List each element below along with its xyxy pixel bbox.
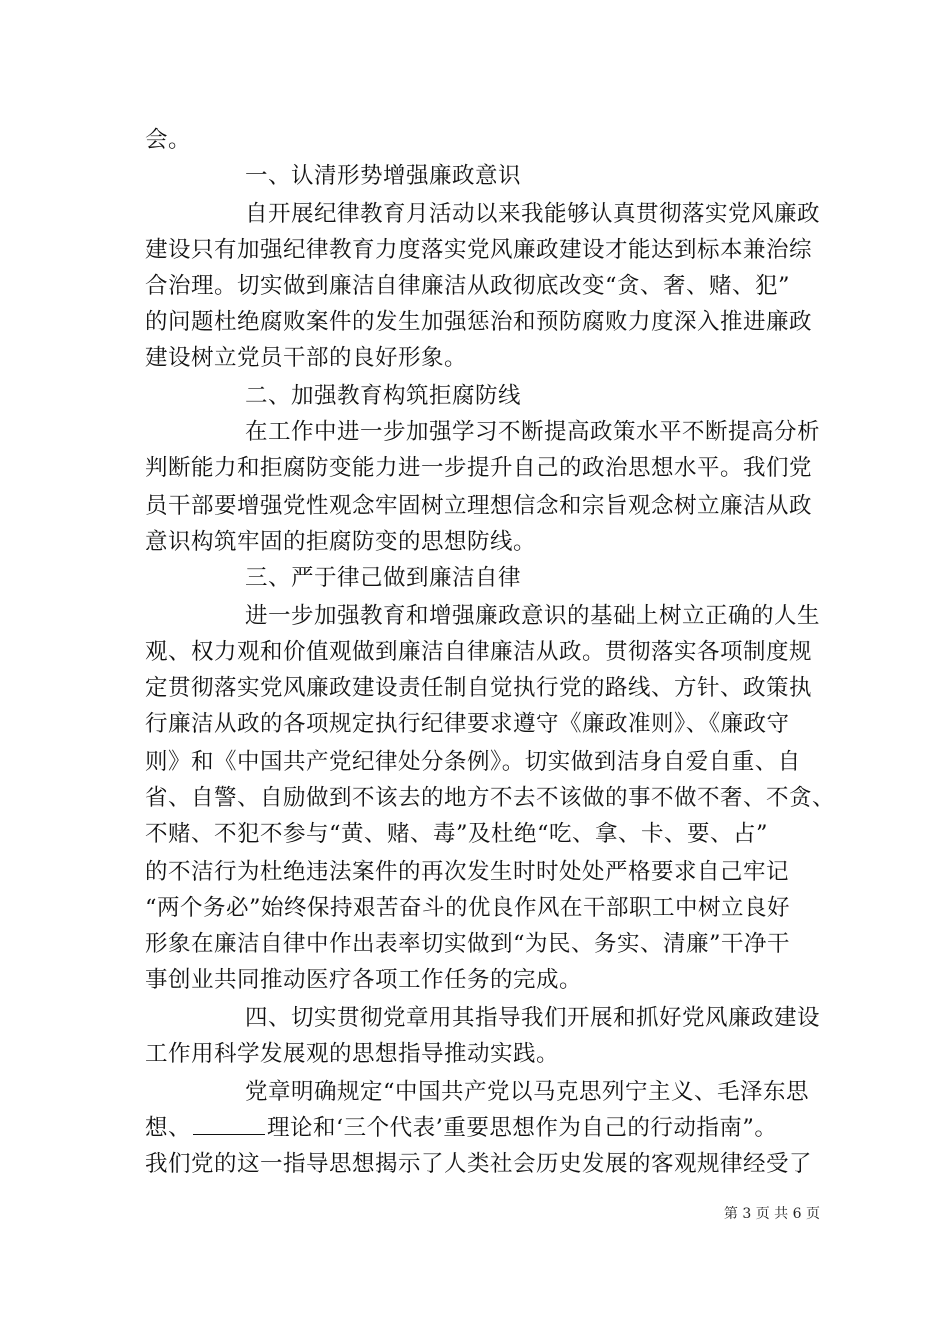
text-line: 进一步加强教育和增强廉政意识的基础上树立正确的人生	[245, 603, 821, 629]
text-line: 的不洁行为杜绝违法案件的再次发生时时处处严格要求自己牢记	[145, 859, 790, 885]
text-line: 不赌、不犯不参与“黄、赌、毒”及杜绝“吃、拿、卡、要、占”	[145, 821, 769, 847]
text-line: 则》和《中国共产党纪律处分条例》。切实做到洁身自爱自重、自	[145, 749, 801, 775]
text-line: 行廉洁从政的各项规定执行纪律要求遵守《廉政准则》、《廉政守	[145, 711, 790, 737]
text-line: “两个务必”始终保持艰苦奋斗的优良作风在干部职工中树立良好	[145, 895, 791, 921]
text-line: 观、权力观和价值观做到廉洁自律廉洁从政。贯彻落实各项制度规	[145, 639, 813, 665]
text-line: 工作用科学发展观的思想指导推动实践。	[145, 1041, 560, 1067]
text-line: 省、自警、自励做到不该去的地方不去不该做的事不做不奢、不贪、	[145, 785, 836, 811]
section-heading: 二、加强教育构筑拒腐防线	[245, 383, 522, 409]
text-line: 判断能力和拒腐防变能力进一步提升自己的政治思想水平。我们党	[145, 455, 813, 481]
section-heading: 一、认清形势增强廉政意识	[245, 163, 522, 189]
text-line: 意识构筑牢固的拒腐防变的思想防线。	[145, 529, 537, 555]
text-fragment: 想、	[145, 1115, 192, 1141]
text-line: 党章明确规定“中国共产党以马克思列宁主义、毛泽东思	[245, 1079, 810, 1105]
text-line: 建设树立党员干部的良好形象。	[145, 345, 468, 371]
text-line: 定贯彻落实党风廉政建设责任制自觉执行党的路线、方针、政策执	[145, 675, 813, 701]
text-line: 自开展纪律教育月活动以来我能够认真贯彻落实党风廉政	[245, 201, 821, 227]
text-line: 合治理。切实做到廉洁自律廉洁从政彻底改变“贪、奢、赌、犯”	[145, 273, 791, 299]
text-line: 建设只有加强纪律教育力度落实党风廉政建设才能达到标本兼治综	[145, 237, 813, 263]
text-line-with-blank	[145, 1110, 825, 1146]
text-line: 员干部要增强党性观念牢固树立理想信念和宗旨观念树立廉洁从政	[145, 493, 813, 519]
section-heading: 四、切实贯彻党章用其指导我们开展和抓好党风廉政建设	[245, 1005, 821, 1031]
text-line: 我们党的这一指导思想揭示了人类社会历史发展的客观规律经受了	[145, 1151, 813, 1177]
text-line: 事创业共同推动医疗各项工作任务的完成。	[145, 967, 583, 993]
text-line: 会。	[145, 127, 192, 153]
text-line: 的问题杜绝腐败案件的发生加强惩治和预防腐败力度深入推进廉政	[145, 309, 813, 335]
text-line: 在工作中进一步加强学习不断提高政策水平不断提高分析	[245, 419, 821, 445]
page-footer: 第 3 页 共 6 页	[723, 1206, 820, 1222]
fill-in-blank	[193, 1114, 265, 1135]
section-heading: 三、严于律己做到廉洁自律	[245, 565, 522, 591]
text-line: 形象在廉洁自律中作出表率切实做到“为民、务实、清廉”干净干	[145, 931, 791, 957]
text-fragment: 理论和‘三个代表’重要思想作为自己的行动指南”。	[267, 1115, 778, 1141]
